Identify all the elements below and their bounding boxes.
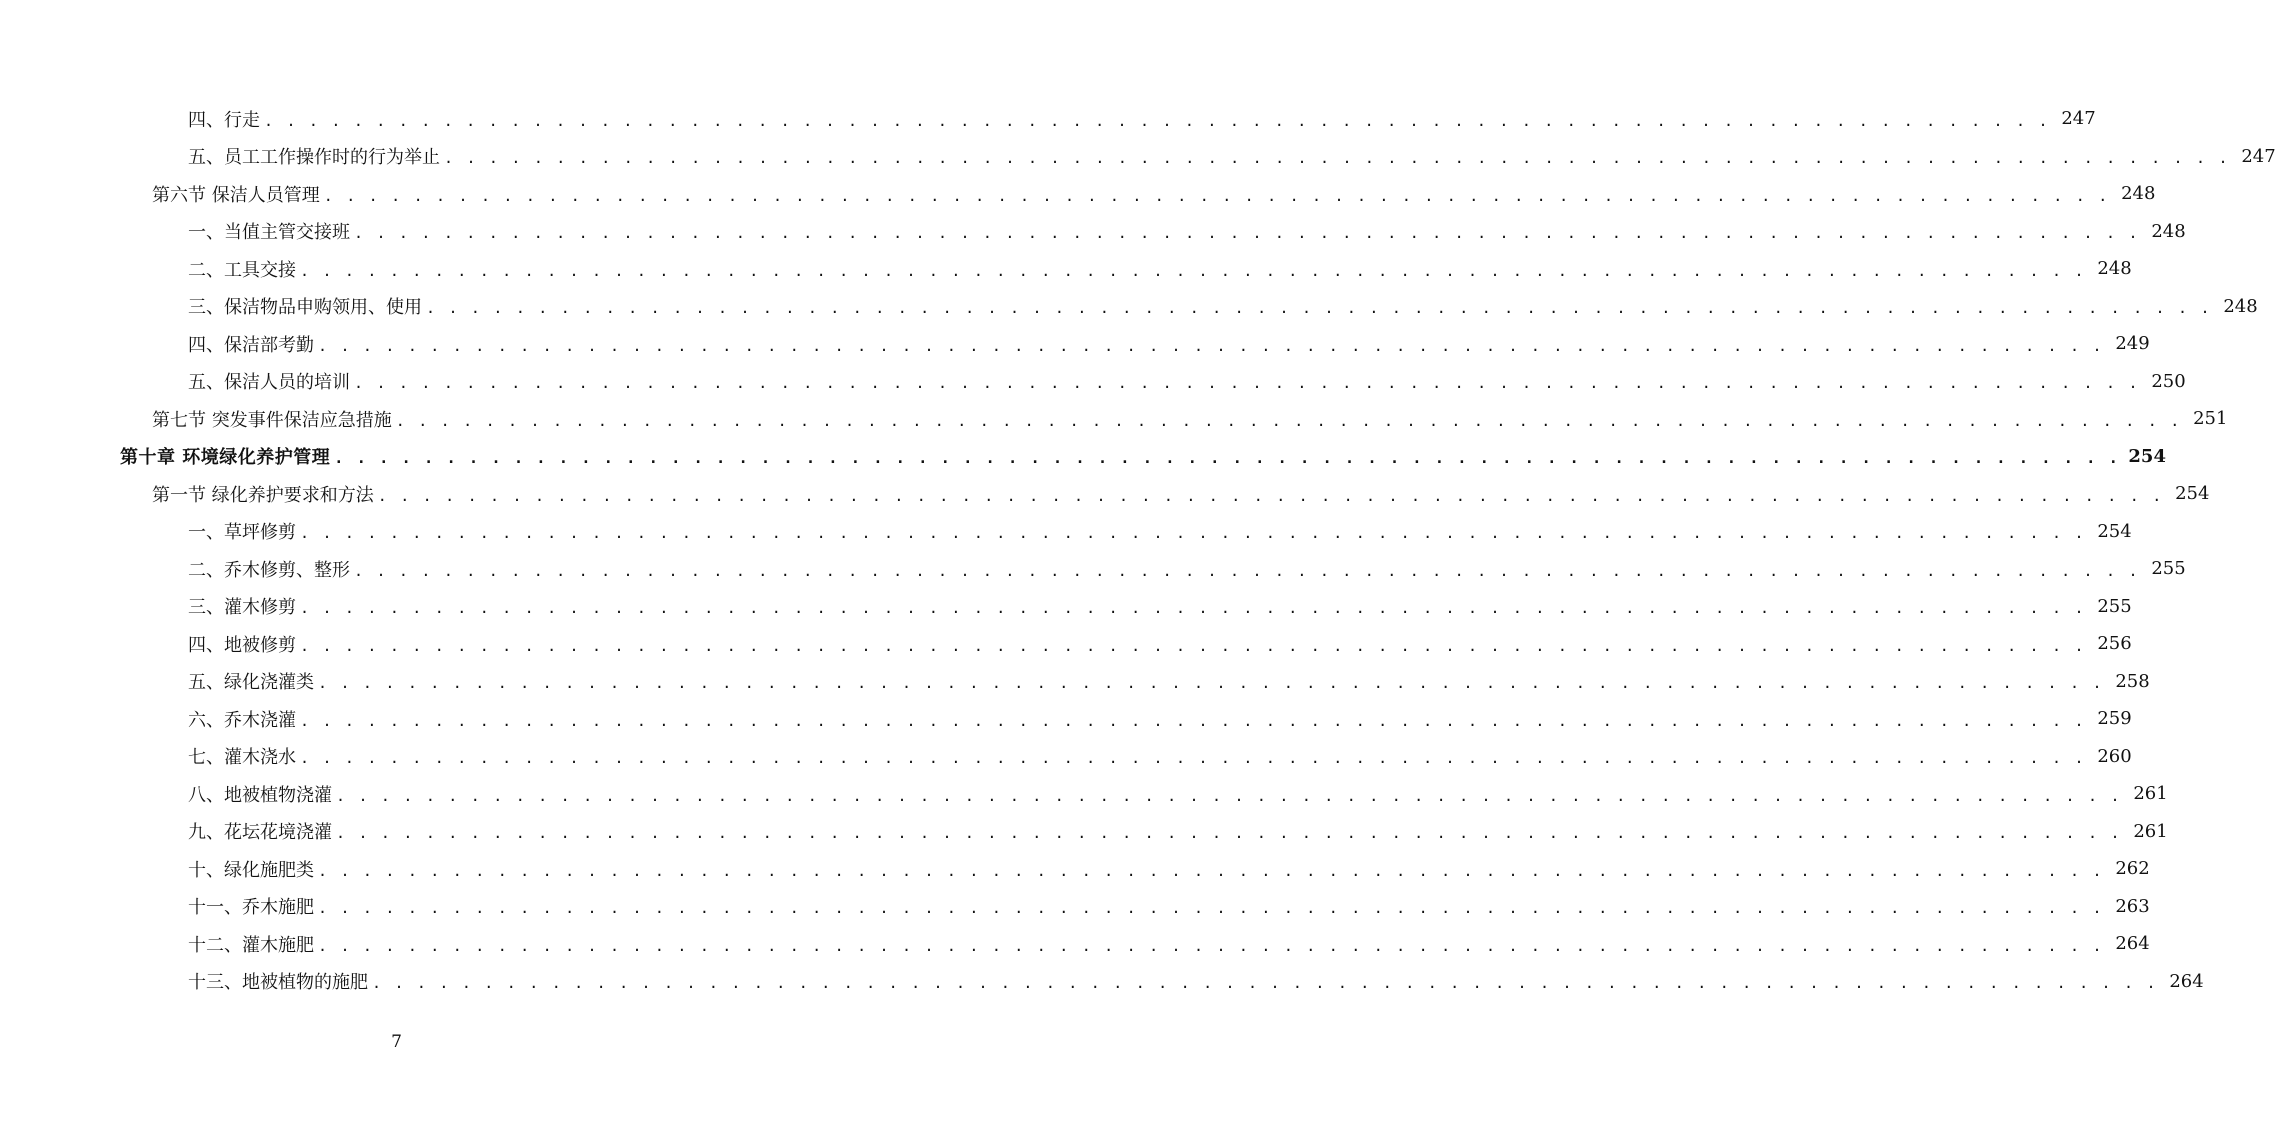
toc-item-entry[interactable]	[0, 100, 2096, 137]
toc-entry-page: 264	[2169, 970, 2204, 992]
toc-item-entry[interactable]	[0, 963, 2204, 1000]
toc-item-entry[interactable]	[0, 325, 2150, 362]
toc-entry-page: 259	[2097, 708, 2132, 729]
toc-dot-leader: . . . . . . . . . . . . . . . . . . . . . . . . . . . . . . . . . . . . . . . . . . . . . . . . . . . . . . . . . . . . . . . . . . . . . . . . . . . . . . . .	[426, 299, 2212, 317]
toc-entry-title: 一、当值主管交接班	[188, 222, 350, 243]
toc-entry-page: 248	[2097, 258, 2132, 279]
toc-dot-leader: . . . . . . . . . . . . . . . . . . . . . . . . . . . . . . . . . . . . . . . . . . . . . . . . . . . . . . . . . . . . . . . . . . . . . . . . . . . . . . . .	[354, 374, 2140, 392]
toc-section-entry[interactable]	[0, 475, 2210, 512]
toc-item-entry[interactable]	[0, 288, 2258, 325]
toc-dot-leader: . . . . . . . . . . . . . . . . . . . . . . . . . . . . . . . . . . . . . . . . . . . . . . . . . . . . . . . . . . . . . . . . . . . . . . . . . . . . . . . .	[300, 599, 2086, 617]
toc-entry-page: 263	[2115, 895, 2150, 917]
toc-dot-leader: . . . . . . . . . . . . . . . . . . . . . . . . . . . . . . . . . . . . . . . . . . . . . . . . . . . . . . . . . . . . . . . . . . . . . . . . . . . . . . . .	[395, 411, 2182, 430]
toc-entry-title: 五、保洁人员的培训	[188, 372, 350, 393]
toc-item-entry[interactable]	[0, 625, 2132, 662]
toc-entry-title: 四、保洁部考勤	[188, 334, 314, 356]
toc-dot-leader: . . . . . . . . . . . . . . . . . . . . . . . . . . . . . . . . . . . . . . . . . . . . . . . . . . . . . . . . . . . . . . . . . . . . . . . . . . . . . . . .	[264, 111, 2050, 130]
toc-entry-title: 十一、乔木施肥	[188, 897, 314, 918]
toc-item-entry[interactable]	[0, 513, 2132, 550]
toc-entry-page: 251	[2193, 408, 2228, 429]
toc-entry-title: 二、工具交接	[188, 259, 296, 281]
toc-item-entry[interactable]	[0, 775, 2168, 812]
toc-section-entry[interactable]	[0, 175, 2156, 212]
toc-entry-page: 258	[2115, 670, 2150, 692]
toc-entry-page: 247	[2241, 145, 2276, 167]
toc-item-entry[interactable]	[0, 213, 2186, 250]
toc-item-entry[interactable]	[0, 363, 2186, 400]
toc-item-entry[interactable]	[0, 138, 2276, 175]
toc-entry-title: 第七节 突发事件保洁应急措施	[152, 409, 392, 431]
toc-dot-leader: . . . . . . . . . . . . . . . . . . . . . . . . . . . . . . . . . . . . . . . . . . . . . . . . . . . . . . . . . . . . . . . . . . . . . . . . . . . . . . . .	[336, 786, 2122, 805]
toc-dot-leader: . . . . . . . . . . . . . . . . . . . . . . . . . . . . . . . . . . . . . . . . . . . . . . . . . . . . . . . . . . . . . . . . . . . . . . . . . . . . . . . .	[354, 561, 2140, 580]
toc-entry-title: 二、乔木修剪、整形	[188, 559, 350, 581]
toc-entry-title: 七、灌木浇水	[188, 747, 296, 768]
page-number: 7	[391, 1032, 402, 1052]
toc-entry-page: 264	[2115, 933, 2150, 954]
toc-entry-page: 249	[2115, 333, 2150, 354]
toc-item-entry[interactable]	[0, 888, 2150, 925]
toc-entry-page: 254	[2097, 520, 2132, 542]
toc-entry-title: 四、地被修剪	[188, 634, 296, 656]
toc-entry-title: 三、灌木修剪	[188, 597, 296, 618]
toc-entry-page: 256	[2097, 633, 2132, 654]
toc-item-entry[interactable]	[0, 738, 2132, 775]
toc-entry-title: 一、草坪修剪	[188, 522, 296, 543]
toc-entry-page: 261	[2133, 820, 2168, 842]
toc-entry-title: 九、花坛花境浇灌	[188, 822, 332, 843]
toc-entry-title: 十、绿化施肥类	[188, 859, 314, 881]
toc-dot-leader: . . . . . . . . . . . . . . . . . . . . . . . . . . . . . . . . . . . . . . . . . . . . . . . . . . . . . . . . . . . . . . . . . . . . . . . . . . . . . . . .	[372, 974, 2158, 992]
toc-entry-page: 260	[2097, 745, 2132, 767]
toc-item-entry[interactable]	[0, 700, 2132, 737]
toc-entry-title: 四、行走	[188, 109, 260, 131]
toc-dot-leader: . . . . . . . . . . . . . . . . . . . . . . . . . . . . . . . . . . . . . . . . . . . . . . . . . . . . . . . . . . . . . . . . . . . . . . . . . . . . . . . .	[318, 899, 2104, 917]
toc-item-entry[interactable]	[0, 850, 2150, 887]
toc-item-entry[interactable]	[0, 588, 2132, 625]
toc-chapter-entry[interactable]	[0, 438, 2166, 475]
toc-entry-page: 248	[2223, 295, 2258, 317]
toc-entry-page: 250	[2151, 370, 2186, 392]
toc-dot-leader: . . . . . . . . . . . . . . . . . . . . . . . . . . . . . . . . . . . . . . . . . . . . . . . . . . . . . . . . . . . . . . . . . . . . . . . . . . . . . . . .	[323, 186, 2110, 205]
toc-entry-page: 248	[2121, 183, 2156, 204]
toc-dot-leader: . . . . . . . . . . . . . . . . . . . . . . . . . . . . . . . . . . . . . . . . . . . . . . . . . . . . . . . . . . . . . . . . . . . . . . . . . . . . . . . .	[318, 674, 2104, 692]
toc-entry-page: 255	[2097, 595, 2132, 617]
toc-dot-leader: . . . . . . . . . . . . . . . . . . . . . . . . . . . . . . . . . . . . . . . . . . . . . . . . . . . . . . . . . . . . . . . . . . . . . . . . . . . . . . . .	[377, 486, 2164, 505]
toc-entry-page: 255	[2151, 558, 2186, 579]
toc-dot-leader: . . . . . . . . . . . . . . . . . . . . . . . . . . . . . . . . . . . . . . . . . . . . . . . . . . . . . . . . . . . . . . . . . . . . . . . . . . . . . . . .	[444, 149, 2230, 167]
toc-item-entry[interactable]	[0, 925, 2150, 962]
toc-section-entry[interactable]	[0, 400, 2228, 437]
toc-dot-leader: . . . . . . . . . . . . . . . . . . . . . . . . . . . . . . . . . . . . . . . . . . . . . . . . . . . . . . . . . . . . . . . . . . . . . . . . . . . . . . . .	[300, 636, 2086, 655]
toc-entry-title: 五、员工工作操作时的行为举止	[188, 147, 440, 168]
toc-dot-leader: . . . . . . . . . . . . . . . . . . . . . . . . . . . . . . . . . . . . . . . . . . . . . . . . . . . . . . . . . . . . . . . . . . . . . . . . . . . . . . . .	[300, 524, 2086, 542]
toc-entry-page: 261	[2133, 783, 2168, 804]
toc-dot-leader: . . . . . . . . . . . . . . . . . . . . . . . . . . . . . . . . . . . . . . . . . . . . . . . . . . . . . . . . . . . . . . . . . . . . . . . . . . . . . . . .	[354, 224, 2140, 242]
toc-entry-title: 六、乔木浇灌	[188, 709, 296, 731]
toc-dot-leader: . . . . . . . . . . . . . . . . . . . . . . . . . . . . . . . . . . . . . . . . . . . . . . . . . . . . . . . . . . . . . . . . . . . . . . . . . . . . . . . .	[318, 936, 2104, 955]
toc-item-entry[interactable]	[0, 813, 2168, 850]
toc-dot-leader: . . . . . . . . . . . . . . . . . . . . . . . . . . . . . . . . . . . . . . . . . . . . . . . . . . . . . . . . . . . . . . . . . . . . . . . . . . . . . . . .	[334, 449, 2120, 467]
toc-entry-title: 五、绿化浇灌类	[188, 672, 314, 693]
toc-entry-title: 十二、灌木施肥	[188, 934, 314, 956]
toc-item-entry[interactable]	[0, 250, 2132, 287]
toc-dot-leader: . . . . . . . . . . . . . . . . . . . . . . . . . . . . . . . . . . . . . . . . . . . . . . . . . . . . . . . . . . . . . . . . . . . . . . . . . . . . . . . .	[300, 711, 2086, 730]
toc-entry-page: 248	[2151, 220, 2186, 242]
toc-item-entry[interactable]	[0, 550, 2186, 587]
toc-entry-title: 第十章 环境绿化养护管理	[120, 447, 331, 468]
toc-dot-leader: . . . . . . . . . . . . . . . . . . . . . . . . . . . . . . . . . . . . . . . . . . . . . . . . . . . . . . . . . . . . . . . . . . . . . . . . . . . . . . . .	[336, 824, 2122, 842]
toc-dot-leader: . . . . . . . . . . . . . . . . . . . . . . . . . . . . . . . . . . . . . . . . . . . . . . . . . . . . . . . . . . . . . . . . . . . . . . . . . . . . . . . .	[318, 336, 2104, 355]
toc-dot-leader: . . . . . . . . . . . . . . . . . . . . . . . . . . . . . . . . . . . . . . . . . . . . . . . . . . . . . . . . . . . . . . . . . . . . . . . . . . . . . . . .	[300, 749, 2086, 767]
toc-entry-title: 三、保洁物品申购领用、使用	[188, 297, 422, 318]
toc-entry-title: 十三、地被植物的施肥	[188, 972, 368, 993]
toc-entry-title: 第六节 保洁人员管理	[152, 184, 320, 206]
toc-dot-leader: . . . . . . . . . . . . . . . . . . . . . . . . . . . . . . . . . . . . . . . . . . . . . . . . . . . . . . . . . . . . . . . . . . . . . . . . . . . . . . . .	[318, 861, 2104, 880]
toc-entry-page: 254	[2175, 483, 2210, 504]
toc-entry-page: 254	[2128, 445, 2166, 467]
toc-item-entry[interactable]	[0, 663, 2150, 700]
toc-dot-leader: . . . . . . . . . . . . . . . . . . . . . . . . . . . . . . . . . . . . . . . . . . . . . . . . . . . . . . . . . . . . . . . . . . . . . . . . . . . . . . . .	[300, 261, 2086, 280]
toc-entry-page: 262	[2115, 858, 2150, 879]
toc-entry-title: 八、地被植物浇灌	[188, 784, 332, 806]
toc-entry-title: 第一节 绿化养护要求和方法	[152, 484, 374, 506]
toc-entry-page: 247	[2061, 108, 2096, 129]
